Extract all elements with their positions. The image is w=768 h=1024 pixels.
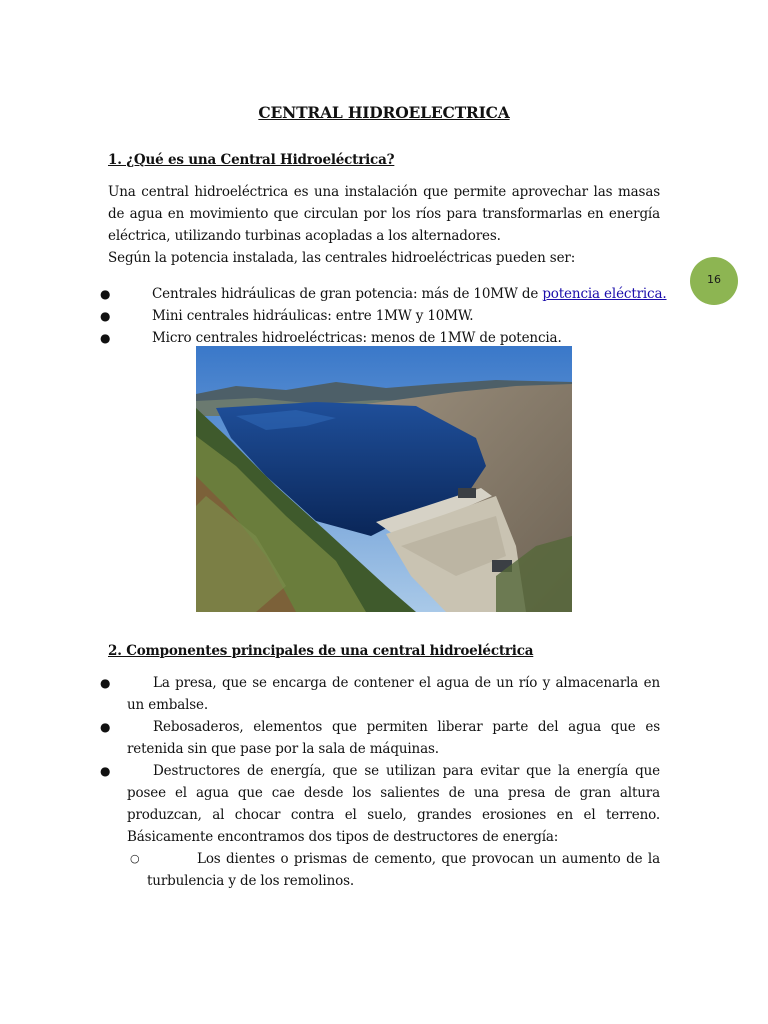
- section-1-heading: 1. ¿Qué es una Central Hidroeléctrica?: [108, 152, 395, 168]
- list-item-text: Micro centrales hidroeléctricas: menos de 1MW de potencia.: [152, 330, 562, 346]
- components-list: [100, 672, 660, 892]
- list-item: [100, 760, 660, 848]
- bullet-icon: ●: [100, 287, 111, 301]
- bullet-icon: ●: [100, 720, 111, 734]
- bullet-icon: ●: [100, 331, 111, 345]
- bullet-icon: ●: [100, 764, 111, 778]
- reservoir-dam-photo: [196, 346, 572, 612]
- list-item: [100, 716, 660, 760]
- list-item-text: Centrales hidráulicas de gran potencia: más de 10MW de: [152, 286, 543, 302]
- list-item-text: Destructores de energía, que se utilizan para evitar que la energía que posee el agua que cae desde los salientes de una presa de gran altura produzcan, al chocar contra el suelo, grandes erosiones en el terreno. Básicamente encontramos dos tipos de destructores de energía:: [127, 763, 660, 845]
- sub-list-item: [100, 848, 660, 892]
- list-item-text: Mini centrales hidráulicas: entre 1MW y 10MW.: [152, 308, 474, 324]
- list-item-text: Rebosaderos, elementos que permiten liberar parte del agua que es retenida sin que pase por la sala de máquinas.: [127, 719, 660, 757]
- section-1-intro: Según la potencia instalada, las centrales hidroeléctricas pueden ser:: [108, 250, 576, 266]
- page-number-badge: [690, 257, 738, 305]
- sub-list-item-text: Los dientes o prismas de cemento, que provocan un aumento de la turbulencia y de los remolinos.: [147, 851, 660, 889]
- list-item-text: La presa, que se encarga de contener el agua de un río y almacenarla en un embalse.: [127, 675, 660, 713]
- bullet-icon: ●: [100, 309, 111, 323]
- page-number: 16: [707, 272, 721, 286]
- list-item: [100, 672, 660, 716]
- bullet-icon: ●: [100, 676, 111, 690]
- section-1-paragraph: Una central hidroeléctrica es una instalación que permite aprovechar las masas de agua en movimiento que circulan por los ríos para transformarlas en energía eléctrica, utilizando turbinas acopladas a los alternadores.: [108, 184, 660, 244]
- circle-bullet-icon: ○: [130, 852, 140, 865]
- section-2-heading: 2. Componentes principales de una central hidroeléctrica: [108, 643, 534, 659]
- potencia-electrica-link[interactable]: potencia eléctrica.: [542, 286, 667, 302]
- document-title: CENTRAL HIDROELECTRICA: [258, 103, 510, 122]
